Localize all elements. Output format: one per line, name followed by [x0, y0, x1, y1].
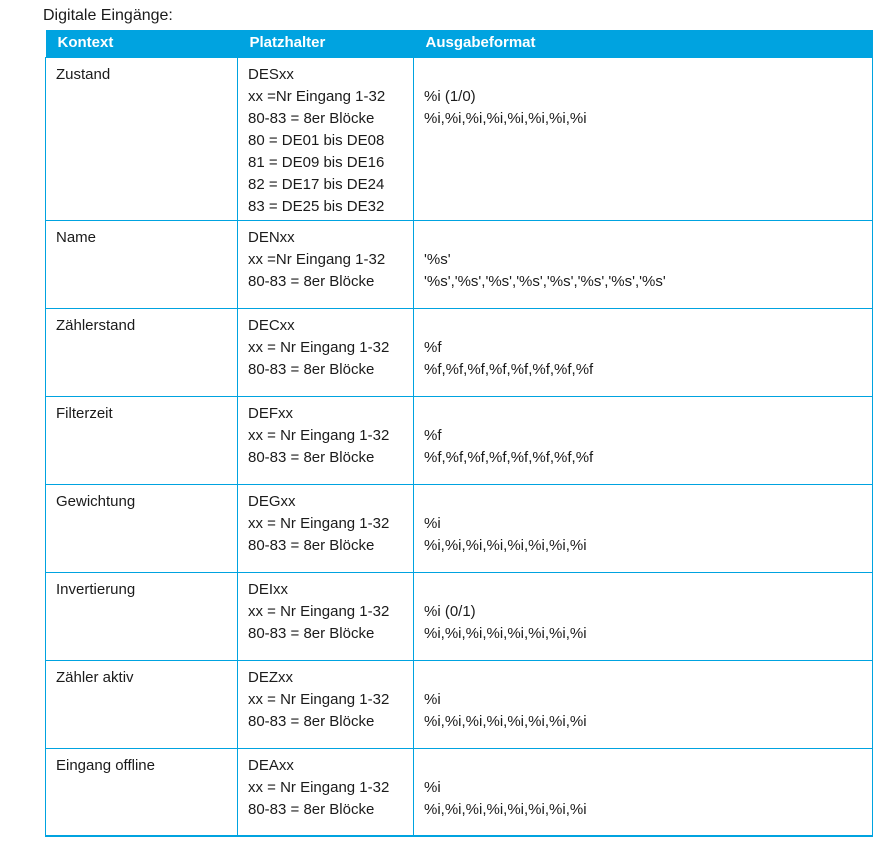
cell-line: xx = Nr Eingang 1-32 — [248, 602, 390, 620]
cell-line: Gewichtung — [56, 492, 136, 510]
cell-line: DECxx — [248, 316, 295, 334]
cell-line: DEFxx — [248, 404, 293, 422]
cell-line: '%s','%s','%s','%s','%s','%s','%s','%s' — [424, 272, 666, 290]
cell-line: %f,%f,%f,%f,%f,%f,%f,%f — [424, 448, 594, 466]
cell-line — [424, 227, 864, 249]
cell-line: DEIxx — [248, 580, 289, 598]
cell-line: Invertierung — [56, 580, 136, 598]
cell-kontext — [46, 748, 238, 836]
cell-line: '%s' — [424, 250, 451, 268]
cell-line: %i,%i,%i,%i,%i,%i,%i,%i — [424, 800, 587, 818]
cell-ausgabeformat — [414, 748, 873, 836]
cell-line: xx = Nr Eingang 1-32 — [248, 338, 390, 356]
cell-line: %f,%f,%f,%f,%f,%f,%f,%f — [424, 360, 594, 378]
cell-line: Filterzeit — [56, 404, 113, 422]
cell-line: 80-83 = 8er Blöcke — [248, 712, 375, 730]
table-row — [46, 308, 873, 396]
cell-platzhalter — [238, 660, 414, 748]
table-row — [46, 748, 873, 836]
cell-line: %i (0/1) — [424, 602, 476, 620]
cell-ausgabeformat — [414, 308, 873, 396]
cell-line: %f — [424, 338, 442, 356]
cell-platzhalter — [238, 57, 414, 220]
header-kontext: Kontext — [46, 30, 238, 57]
cell-line: %i,%i,%i,%i,%i,%i,%i,%i — [424, 109, 587, 127]
cell-ausgabeformat — [414, 572, 873, 660]
cell-line: 80-83 = 8er Blöcke — [248, 624, 375, 642]
cell-line: 80-83 = 8er Blöcke — [248, 800, 375, 818]
cell-line: xx = Nr Eingang 1-32 — [248, 514, 390, 532]
cell-ausgabeformat — [414, 57, 873, 220]
cell-platzhalter — [238, 308, 414, 396]
cell-line: Zustand — [56, 65, 111, 83]
cell-line: Eingang offline — [56, 756, 155, 774]
cell-line: 80 = DE01 bis DE08 — [248, 131, 385, 149]
cell-line: 80-83 = 8er Blöcke — [248, 448, 375, 466]
cell-line: xx =Nr Eingang 1-32 — [248, 250, 386, 268]
cell-line — [424, 755, 864, 777]
cell-line — [424, 315, 864, 337]
cell-line — [424, 64, 864, 86]
cell-line: %i,%i,%i,%i,%i,%i,%i,%i — [424, 712, 587, 730]
digital-inputs-table — [45, 30, 873, 837]
cell-platzhalter — [238, 484, 414, 572]
cell-line: Name — [56, 228, 97, 246]
header-platzhalter: Platzhalter — [238, 30, 414, 57]
cell-line: %i — [424, 690, 441, 708]
cell-line: xx =Nr Eingang 1-32 — [248, 87, 386, 105]
cell-kontext — [46, 484, 238, 572]
table-row — [46, 57, 873, 220]
cell-platzhalter — [238, 572, 414, 660]
cell-line: 80-83 = 8er Blöcke — [248, 109, 375, 127]
cell-line: 81 = DE09 bis DE16 — [248, 153, 385, 171]
section-title: Digitale Eingänge: — [43, 7, 173, 24]
cell-line — [424, 579, 864, 601]
cell-line — [424, 403, 864, 425]
cell-kontext — [46, 308, 238, 396]
cell-ausgabeformat — [414, 396, 873, 484]
cell-line: DEAxx — [248, 756, 294, 774]
cell-line: %i — [424, 778, 441, 796]
cell-line: xx = Nr Eingang 1-32 — [248, 426, 390, 444]
cell-kontext — [46, 660, 238, 748]
header-ausgabeformat: Ausgabeformat — [414, 30, 873, 57]
table-row — [46, 220, 873, 308]
table-row — [46, 572, 873, 660]
cell-line: %i (1/0) — [424, 87, 476, 105]
cell-kontext — [46, 396, 238, 484]
cell-line: %f — [424, 426, 442, 444]
cell-line: %i,%i,%i,%i,%i,%i,%i,%i — [424, 536, 587, 554]
table-row — [46, 484, 873, 572]
table-row — [46, 396, 873, 484]
cell-kontext — [46, 572, 238, 660]
cell-line: xx = Nr Eingang 1-32 — [248, 690, 390, 708]
cell-line: DENxx — [248, 228, 295, 246]
cell-platzhalter — [238, 396, 414, 484]
cell-kontext — [46, 220, 238, 308]
cell-line: DEGxx — [248, 492, 296, 510]
cell-line: 80-83 = 8er Blöcke — [248, 536, 375, 554]
cell-line: 80-83 = 8er Blöcke — [248, 360, 375, 378]
cell-line: 82 = DE17 bis DE24 — [248, 175, 385, 193]
cell-platzhalter — [238, 220, 414, 308]
cell-ausgabeformat — [414, 484, 873, 572]
table-row — [46, 660, 873, 748]
cell-line: 80-83 = 8er Blöcke — [248, 272, 375, 290]
cell-ausgabeformat — [414, 660, 873, 748]
cell-platzhalter — [238, 748, 414, 836]
cell-line: DEZxx — [248, 668, 293, 686]
cell-line: xx = Nr Eingang 1-32 — [248, 778, 390, 796]
cell-line: Zähler aktiv — [56, 668, 134, 686]
cell-line — [424, 667, 864, 689]
cell-line: DESxx — [248, 65, 294, 83]
table-header-row — [46, 30, 873, 57]
document-page — [0, 5, 888, 837]
cell-kontext — [46, 57, 238, 220]
cell-line: %i — [424, 514, 441, 532]
cell-line: Zählerstand — [56, 316, 136, 334]
cell-ausgabeformat — [414, 220, 873, 308]
cell-line: 83 = DE25 bis DE32 — [248, 197, 385, 215]
cell-line — [424, 491, 864, 513]
cell-line: %i,%i,%i,%i,%i,%i,%i,%i — [424, 624, 587, 642]
